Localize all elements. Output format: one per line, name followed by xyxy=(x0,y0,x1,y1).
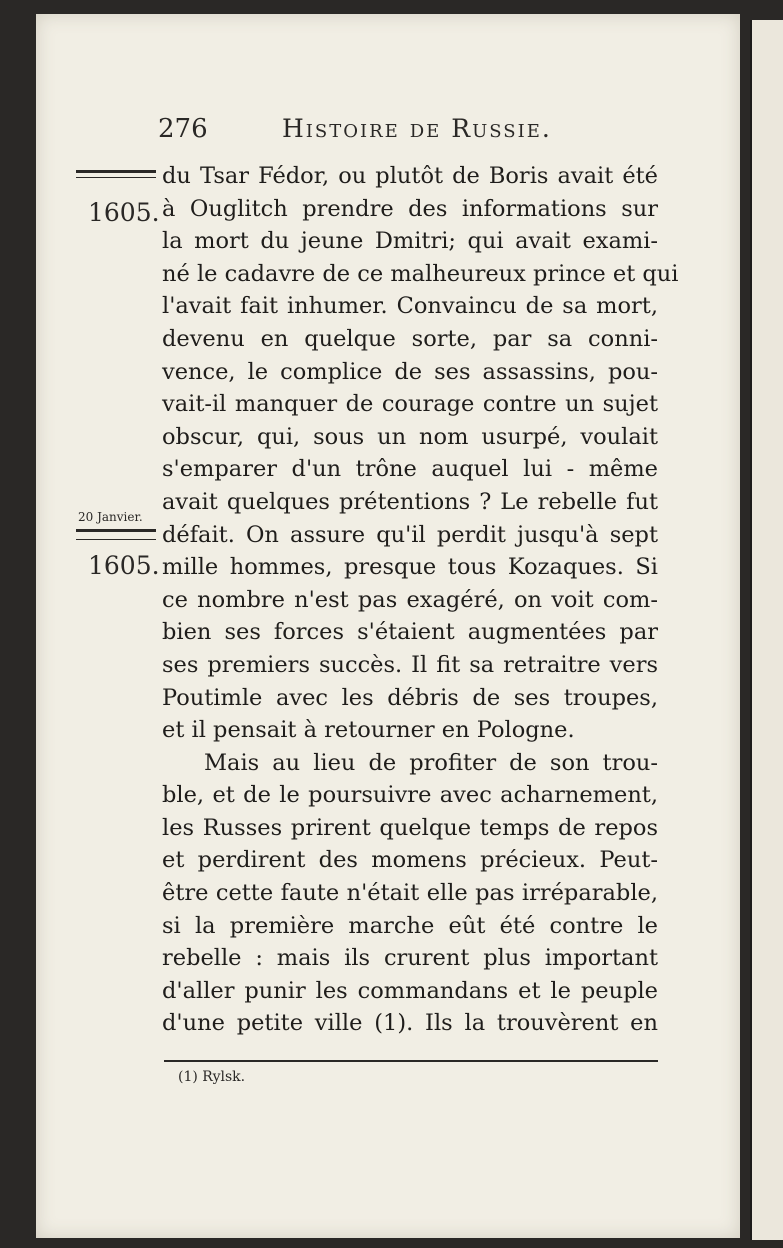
text-line: rebelle : mais ils crurent plus important xyxy=(162,945,658,972)
text-line: Poutimle avec les débris de ses troupes, xyxy=(162,684,658,711)
text-line: Mais au lieu de profiter de son trou- xyxy=(204,749,658,776)
text-line: d'une petite ville (1). Ils la trouvèrent en xyxy=(162,1010,658,1037)
text-line: obscur, qui, sous un nom usurpé, voulait xyxy=(162,423,658,450)
text-line: et perdirent des momens précieux. Peut- xyxy=(162,847,658,874)
text-line: si la première marche eût été contre le xyxy=(162,912,658,939)
footnote: (1) Rylsk. xyxy=(178,1069,246,1085)
text-line: l'avait fait inhumer. Convaincu de sa mort, xyxy=(162,293,658,320)
page-number: 276 xyxy=(158,114,208,144)
margin-rule-bottom xyxy=(76,529,156,532)
running-title: Histoire de Russie. xyxy=(282,114,552,143)
text-line: ses premiers succès. Il fit sa retraitre vers xyxy=(162,651,658,678)
body-text xyxy=(162,160,679,1040)
adjacent-page-edge xyxy=(750,20,783,1240)
text-line: être cette faute n'était elle pas irréparable, xyxy=(162,880,658,907)
text-line: devenu en quelque sorte, par sa conni- xyxy=(162,325,658,352)
text-line: vait-il manquer de courage contre un sujet xyxy=(162,391,658,418)
margin-rule-top xyxy=(76,170,156,173)
text-line: et il pensait à retourner en Pologne. xyxy=(162,717,575,744)
margin-date-note: 20 Janvier. xyxy=(78,510,143,524)
footnote-rule xyxy=(164,1060,658,1062)
margin-rule-top-thin xyxy=(76,177,156,178)
text-line: d'aller punir les commandans et le peuple xyxy=(162,977,658,1004)
text-line: né le cadavre de ce malheureux prince et qui xyxy=(162,260,679,287)
text-line: vence, le complice de ses assassins, pou- xyxy=(162,358,658,385)
text-line: du Tsar Fédor, ou plutôt de Boris avait été xyxy=(162,163,658,189)
margin-year-top: 1605. xyxy=(88,198,160,227)
text-line: ble, et de le poursuivre avec acharnement, xyxy=(162,782,658,809)
text-line: mille hommes, presque tous Kozaques. Si xyxy=(162,554,658,581)
text-line: les Russes prirent quelque temps de repos xyxy=(162,814,658,841)
text-line: ce nombre n'est pas exagéré, on voit com- xyxy=(162,586,658,613)
text-line: bien ses forces s'étaient augmentées par xyxy=(162,619,658,646)
margin-rule-bottom-thin xyxy=(76,539,156,540)
text-line: s'emparer d'un trône auquel lui - même xyxy=(162,456,658,483)
text-line: la mort du jeune Dmitri; qui avait exami- xyxy=(162,228,658,255)
page-header xyxy=(36,114,740,148)
text-line: avait quelques prétentions ? Le rebelle fut xyxy=(162,488,658,515)
margin-year-bottom: 1605. xyxy=(88,551,160,580)
text-line: à Ouglitch prendre des informations sur xyxy=(162,195,658,222)
book-page xyxy=(36,14,740,1238)
text-line: défait. On assure qu'il perdit jusqu'à sept xyxy=(162,521,658,548)
